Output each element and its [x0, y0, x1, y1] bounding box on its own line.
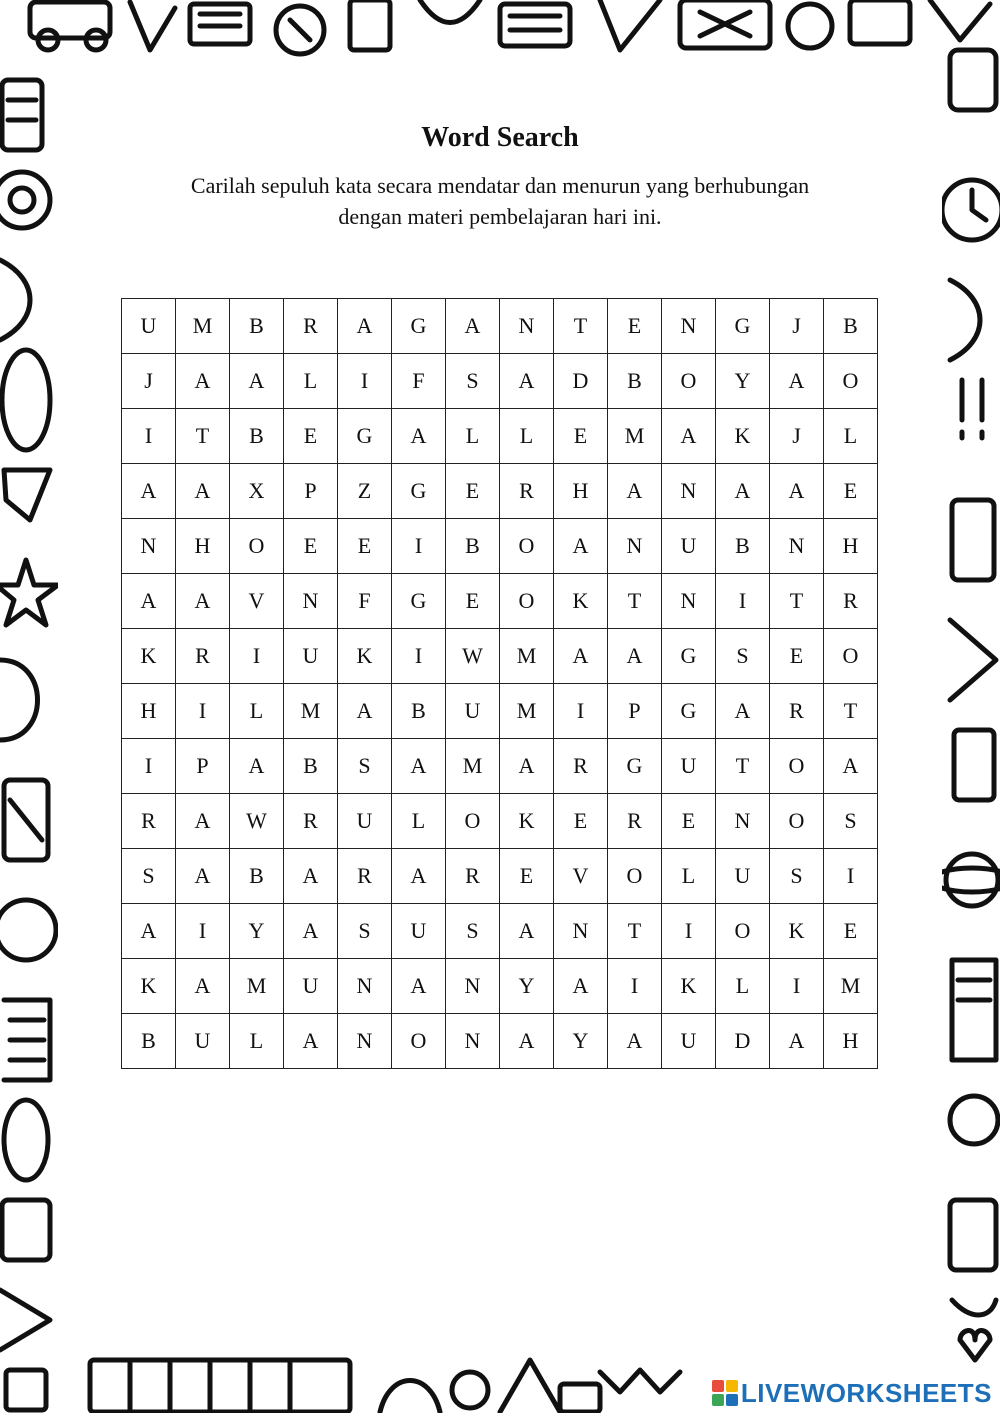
grid-cell[interactable]: T [554, 299, 608, 354]
grid-cell[interactable]: I [554, 684, 608, 739]
grid-cell[interactable]: O [770, 794, 824, 849]
grid-cell[interactable]: G [662, 629, 716, 684]
grid-cell[interactable]: O [770, 739, 824, 794]
grid-cell[interactable]: E [446, 464, 500, 519]
grid-cell[interactable]: R [500, 464, 554, 519]
grid-cell[interactable]: I [176, 904, 230, 959]
grid-cell[interactable]: A [122, 574, 176, 629]
grid-cell[interactable]: M [446, 739, 500, 794]
grid-row [122, 849, 878, 904]
grid-cell[interactable]: A [608, 1014, 662, 1069]
grid-cell[interactable]: L [230, 1014, 284, 1069]
grid-cell[interactable]: M [824, 959, 878, 1014]
grid-row [122, 794, 878, 849]
grid-cell[interactable]: N [662, 464, 716, 519]
grid-cell[interactable]: A [284, 849, 338, 904]
grid-row [122, 959, 878, 1014]
grid-cell[interactable]: T [716, 739, 770, 794]
grid-cell[interactable]: K [554, 574, 608, 629]
grid-cell[interactable]: A [122, 904, 176, 959]
grid-cell[interactable]: A [230, 739, 284, 794]
grid-cell[interactable]: B [230, 299, 284, 354]
grid-row [122, 904, 878, 959]
grid-cell[interactable]: R [176, 629, 230, 684]
grid-cell[interactable]: E [554, 794, 608, 849]
grid-cell[interactable]: I [122, 409, 176, 464]
bottom-doodles-icon [90, 1360, 680, 1412]
grid-cell[interactable]: S [446, 354, 500, 409]
grid-cell[interactable]: S [446, 904, 500, 959]
grid-cell[interactable]: F [392, 354, 446, 409]
grid-cell[interactable]: B [716, 519, 770, 574]
grid-row [122, 684, 878, 739]
grid-cell[interactable]: N [716, 794, 770, 849]
grid-cell[interactable]: A [392, 739, 446, 794]
grid-cell[interactable]: A [176, 849, 230, 904]
grid-cell[interactable]: I [392, 629, 446, 684]
grid-cell[interactable]: B [446, 519, 500, 574]
top-doodles-icon [30, 0, 990, 54]
grid-cell[interactable]: I [716, 574, 770, 629]
grid-cell[interactable]: A [554, 959, 608, 1014]
grid-cell[interactable]: T [608, 904, 662, 959]
grid-cell[interactable]: N [500, 299, 554, 354]
grid-cell[interactable]: I [608, 959, 662, 1014]
grid-cell[interactable]: R [824, 574, 878, 629]
grid-cell[interactable]: R [446, 849, 500, 904]
grid-cell[interactable]: O [446, 794, 500, 849]
grid-cell[interactable]: O [608, 849, 662, 904]
grid-cell[interactable]: U [716, 849, 770, 904]
grid-cell[interactable]: A [608, 629, 662, 684]
grid-cell[interactable]: A [770, 1014, 824, 1069]
grid-cell[interactable]: T [770, 574, 824, 629]
grid-cell[interactable]: I [176, 684, 230, 739]
grid-cell[interactable]: U [176, 1014, 230, 1069]
grid-cell[interactable]: A [554, 629, 608, 684]
grid-cell[interactable]: A [176, 794, 230, 849]
grid-cell[interactable]: A [500, 739, 554, 794]
grid-cell[interactable]: L [824, 409, 878, 464]
grid-cell[interactable]: Y [500, 959, 554, 1014]
grid-cell[interactable]: H [824, 1014, 878, 1069]
left-doodles-icon [0, 80, 58, 1410]
grid-cell[interactable]: S [770, 849, 824, 904]
grid-cell[interactable]: O [662, 354, 716, 409]
grid-cell[interactable]: N [554, 904, 608, 959]
grid-cell[interactable]: U [392, 904, 446, 959]
grid-cell[interactable]: A [824, 739, 878, 794]
grid-cell[interactable]: O [500, 519, 554, 574]
grid-cell[interactable]: G [392, 299, 446, 354]
grid-cell[interactable]: L [446, 409, 500, 464]
grid-cell[interactable]: S [338, 739, 392, 794]
grid-cell[interactable]: E [284, 409, 338, 464]
grid-cell[interactable]: E [446, 574, 500, 629]
grid-cell[interactable]: O [392, 1014, 446, 1069]
grid-cell[interactable]: M [608, 409, 662, 464]
grid-cell[interactable]: G [392, 574, 446, 629]
liveworksheets-logo-text: LIVEWORKSHEETS [740, 1377, 992, 1408]
grid-cell[interactable]: U [122, 299, 176, 354]
grid-cell[interactable]: W [230, 794, 284, 849]
grid-cell[interactable]: K [338, 629, 392, 684]
grid-cell[interactable]: K [716, 409, 770, 464]
grid-cell[interactable]: A [122, 464, 176, 519]
grid-cell[interactable]: I [338, 354, 392, 409]
grid-cell[interactable]: R [122, 794, 176, 849]
grid-cell[interactable]: I [824, 849, 878, 904]
grid-cell[interactable]: L [662, 849, 716, 904]
grid-cell[interactable]: I [662, 904, 716, 959]
worksheet-title: Word Search [421, 122, 579, 153]
grid-cell[interactable]: K [122, 629, 176, 684]
grid-cell[interactable]: L [284, 354, 338, 409]
grid-cell[interactable]: O [824, 354, 878, 409]
grid-cell[interactable]: A [716, 464, 770, 519]
grid-cell[interactable]: G [716, 299, 770, 354]
grid-row [122, 354, 878, 409]
grid-cell[interactable]: Y [230, 904, 284, 959]
grid-cell[interactable]: R [284, 794, 338, 849]
grid-cell[interactable]: A [176, 574, 230, 629]
worksheet-instructions [110, 170, 890, 232]
grid-cell[interactable]: S [122, 849, 176, 904]
grid-cell[interactable]: U [338, 794, 392, 849]
grid-cell[interactable]: A [392, 409, 446, 464]
grid-cell[interactable]: O [500, 574, 554, 629]
grid-cell[interactable]: H [554, 464, 608, 519]
grid-cell[interactable]: A [554, 519, 608, 574]
grid-cell[interactable]: A [176, 354, 230, 409]
grid-row [122, 1014, 878, 1069]
grid-row [122, 739, 878, 794]
grid-cell[interactable]: A [392, 849, 446, 904]
grid-cell[interactable]: F [338, 574, 392, 629]
grid-cell[interactable]: B [608, 354, 662, 409]
grid-cell[interactable]: N [284, 574, 338, 629]
grid-cell[interactable]: B [284, 739, 338, 794]
grid-cell[interactable]: U [662, 739, 716, 794]
grid-cell[interactable]: E [284, 519, 338, 574]
grid-cell[interactable]: K [770, 904, 824, 959]
grid-cell[interactable]: M [176, 299, 230, 354]
grid-cell[interactable]: G [338, 409, 392, 464]
grid-cell[interactable]: B [230, 849, 284, 904]
grid-cell[interactable]: N [770, 519, 824, 574]
grid-cell[interactable]: D [554, 354, 608, 409]
grid-cell[interactable]: M [500, 684, 554, 739]
grid-cell[interactable]: A [500, 904, 554, 959]
grid-cell[interactable]: N [662, 574, 716, 629]
grid-cell[interactable]: W [446, 629, 500, 684]
grid-cell[interactable]: L [230, 684, 284, 739]
grid-cell[interactable]: X [230, 464, 284, 519]
grid-cell[interactable]: E [662, 794, 716, 849]
grid-cell[interactable]: N [338, 959, 392, 1014]
grid-cell[interactable]: J [122, 354, 176, 409]
grid-cell[interactable]: L [392, 794, 446, 849]
grid-cell[interactable]: A [284, 904, 338, 959]
grid-cell[interactable]: B [392, 684, 446, 739]
grid-cell[interactable]: B [122, 1014, 176, 1069]
grid-cell[interactable]: V [230, 574, 284, 629]
grid-cell[interactable]: A [338, 299, 392, 354]
grid-cell[interactable]: J [770, 409, 824, 464]
grid-cell[interactable]: N [446, 959, 500, 1014]
grid-row [122, 574, 878, 629]
right-doodles-icon [932, 50, 1000, 1360]
grid-cell[interactable]: Y [716, 354, 770, 409]
grid-cell[interactable]: D [716, 1014, 770, 1069]
grid-cell[interactable]: P [608, 684, 662, 739]
grid-cell[interactable]: A [230, 354, 284, 409]
grid-cell[interactable]: A [608, 464, 662, 519]
word-search-grid [121, 298, 878, 1069]
grid-cell[interactable]: A [770, 354, 824, 409]
grid-cell[interactable]: A [392, 959, 446, 1014]
grid-cell[interactable]: T [176, 409, 230, 464]
grid-cell[interactable]: O [716, 904, 770, 959]
grid-cell[interactable]: J [770, 299, 824, 354]
liveworksheets-logo-icon [712, 1380, 738, 1406]
grid-cell[interactable]: B [230, 409, 284, 464]
grid-cell[interactable]: L [716, 959, 770, 1014]
grid-cell[interactable]: A [284, 1014, 338, 1069]
grid-cell[interactable]: U [446, 684, 500, 739]
grid-cell[interactable]: N [446, 1014, 500, 1069]
grid-cell[interactable]: E [554, 409, 608, 464]
grid-cell[interactable]: E [770, 629, 824, 684]
grid-cell[interactable]: T [824, 684, 878, 739]
grid-cell[interactable]: N [662, 299, 716, 354]
instructions-line-2: dengan materi pembelajaran hari ini. [338, 204, 662, 229]
grid-row [122, 409, 878, 464]
grid-cell[interactable]: H [176, 519, 230, 574]
grid-cell[interactable]: I [392, 519, 446, 574]
grid-cell[interactable]: M [284, 684, 338, 739]
grid-cell[interactable]: V [554, 849, 608, 904]
grid-cell[interactable]: A [446, 299, 500, 354]
grid-cell[interactable]: R [770, 684, 824, 739]
grid-cell[interactable]: U [284, 629, 338, 684]
grid-cell[interactable]: H [122, 684, 176, 739]
grid-cell[interactable]: K [662, 959, 716, 1014]
grid-cell[interactable]: A [338, 684, 392, 739]
grid-cell[interactable]: O [824, 629, 878, 684]
grid-cell[interactable]: N [608, 519, 662, 574]
grid-cell[interactable]: Y [554, 1014, 608, 1069]
grid-cell[interactable]: M [230, 959, 284, 1014]
grid-cell[interactable]: U [662, 519, 716, 574]
grid-cell[interactable]: M [500, 629, 554, 684]
grid-cell[interactable]: O [230, 519, 284, 574]
grid-cell[interactable]: L [500, 409, 554, 464]
grid-cell[interactable]: U [662, 1014, 716, 1069]
grid-cell[interactable]: N [122, 519, 176, 574]
liveworksheets-logo [712, 1377, 992, 1409]
grid-cell[interactable]: E [824, 904, 878, 959]
grid-row [122, 629, 878, 684]
grid-cell[interactable]: K [500, 794, 554, 849]
instructions-line-1: Carilah sepuluh kata secara mendatar dan menurun yang berhubungan [190, 173, 810, 198]
grid-cell[interactable]: R [554, 739, 608, 794]
grid-cell[interactable]: G [392, 464, 446, 519]
grid-row [122, 519, 878, 574]
grid-cell[interactable]: S [824, 794, 878, 849]
grid-cell[interactable]: A [176, 464, 230, 519]
grid-cell[interactable]: A [176, 959, 230, 1014]
grid-cell[interactable]: R [608, 794, 662, 849]
grid-row [122, 299, 878, 354]
grid-cell[interactable]: G [662, 684, 716, 739]
grid-cell[interactable]: Z [338, 464, 392, 519]
grid-cell[interactable]: A [500, 354, 554, 409]
grid-cell[interactable]: E [824, 464, 878, 519]
grid-row [122, 464, 878, 519]
grid-cell[interactable]: R [338, 849, 392, 904]
grid-cell[interactable]: T [608, 574, 662, 629]
grid-cell[interactable]: I [230, 629, 284, 684]
grid-cell[interactable]: B [824, 299, 878, 354]
grid-cell[interactable]: K [122, 959, 176, 1014]
grid-cell[interactable]: P [176, 739, 230, 794]
grid-cell[interactable]: E [500, 849, 554, 904]
grid-cell[interactable]: H [824, 519, 878, 574]
grid-cell[interactable]: G [608, 739, 662, 794]
worksheet-page [58, 62, 942, 1352]
grid-cell[interactable]: A [770, 464, 824, 519]
grid-cell[interactable]: A [662, 409, 716, 464]
grid-cell[interactable]: S [716, 629, 770, 684]
grid-cell[interactable]: E [608, 299, 662, 354]
grid-cell[interactable]: E [338, 519, 392, 574]
grid-cell[interactable]: P [284, 464, 338, 519]
grid-cell[interactable]: N [338, 1014, 392, 1069]
grid-cell[interactable]: U [284, 959, 338, 1014]
grid-cell[interactable]: A [500, 1014, 554, 1069]
grid-cell[interactable]: I [770, 959, 824, 1014]
grid-cell[interactable]: S [338, 904, 392, 959]
grid-cell[interactable]: A [716, 684, 770, 739]
grid-cell[interactable]: R [284, 299, 338, 354]
grid-cell[interactable]: I [122, 739, 176, 794]
